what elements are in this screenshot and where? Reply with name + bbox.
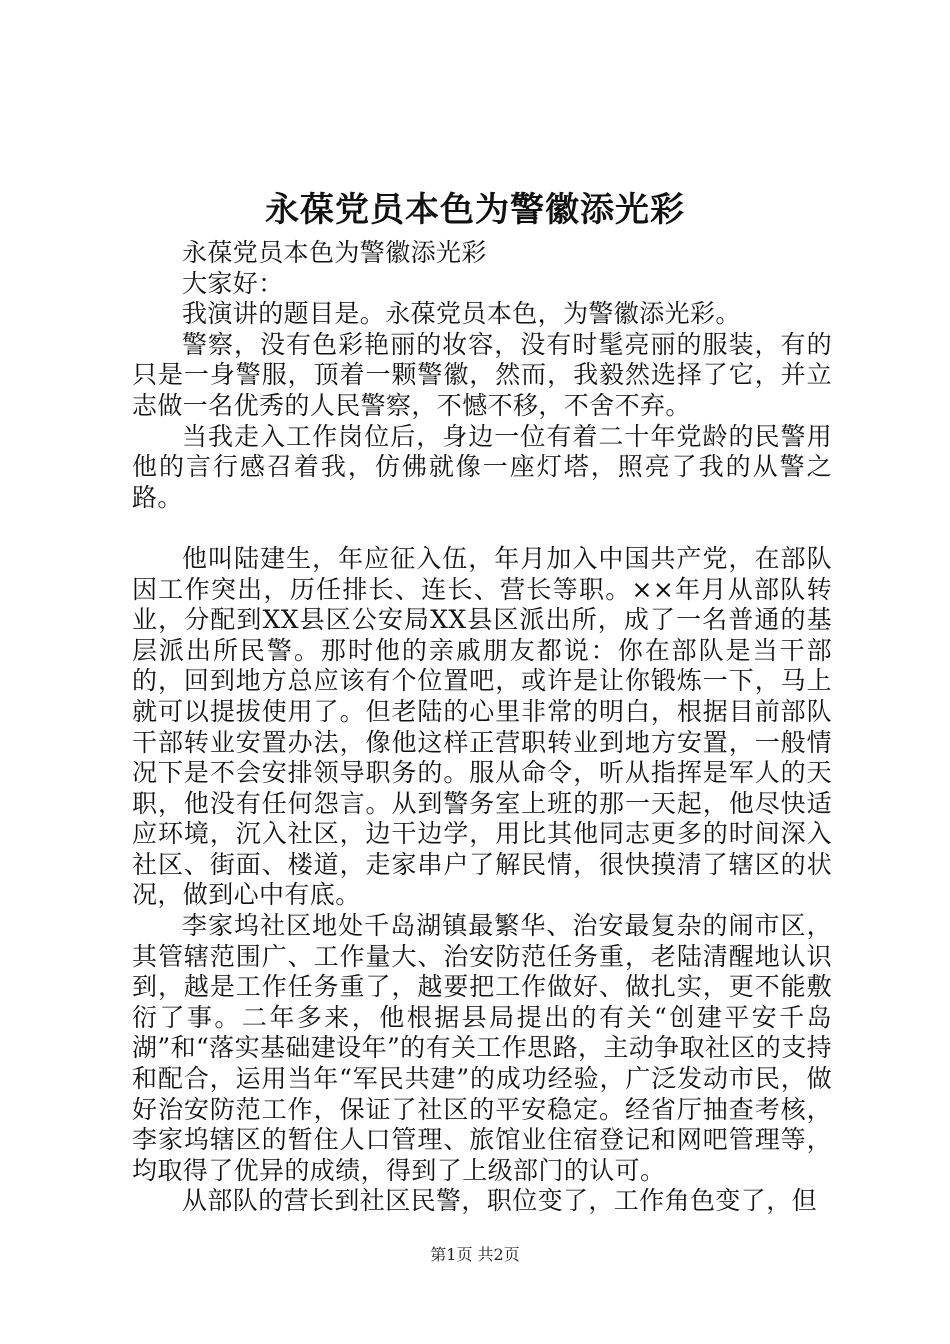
paragraph: 警察，没有色彩艳丽的妆容，没有时髦亮丽的服装，有的只是一身警服，顶着一颗警徽，然而，我毅然选择了它，并立志做一名优秀的人民警察，不憾不移，不舍不弃。 — [132, 329, 832, 420]
paragraph: 他叫陆建生，年应征入伍，年月加入中国共产党，在部队因工作突出，历任排长、连长、营长等职。××年月从部队转业，分配到XX县区公安局XX县区派出所，成了一名普通的基层派出所民警。那时他的亲戚朋友都说：你在部队是当干部的，回到地方总应该有个位置吧，或许是让你锻炼一下，马上就可以提拔使用了。但老陆的心里非常的明白，根据目前部队干部转业安置办法，像他这样正营职转业到地方安置，一般情况下是不会安排领导职务的。服从命令，听从指挥是军人的天职，他没有任何怨言。从到警务室上班的那一天起，他尽快适应环境，沉入社区，边干边学，用比其他同志更多的时间深入社区、街面、楼道，走家串户了解民情，很快摸清了辖区的状况，做到心中有底。 — [132, 543, 832, 910]
document-title: 永葆党员本色为警徽添光彩 — [265, 190, 685, 230]
paragraph: 永葆党员本色为警徽添光彩 — [182, 238, 487, 267]
page-footer: 第1页 共2页 — [430, 1245, 520, 1264]
paragraph: 大家好： — [182, 268, 284, 298]
paragraph: 我演讲的题目是。永葆党员本色，为警徽添光彩。 — [182, 299, 741, 329]
document-body — [132, 238, 832, 1217]
paragraph: 当我走入工作岗位后，身边一位有着二十年党龄的民警用他的言行感召着我，仿佛就像一座灯塔，照亮了我的从警之路。 — [132, 421, 832, 512]
paragraph: 李家坞社区地处千岛湖镇最繁华、治安最复杂的闹市区，其管辖范围广、工作量大、治安防范任务重，老陆清醒地认识到，越是工作任务重了，越要把工作做好、做扎实，更不能敷衍了事。二年多来，他根据县局提出的有关“创建平安千岛湖”和“落实基础建设年”的有关工作思路，主动争取社区的支持和配合，运用当年“军民共建”的成功经验，广泛发动市民，做好治安防范工作，保证了社区的平安稳定。经省厅抽查考核，李家坞辖区的暂住人口管理、旅馆业住宿登记和网吧管理等，均取得了优异的成绩，得到了上级部门的认可。 — [132, 911, 832, 1185]
paragraph: 从部队的营长到社区民警，职位变了，工作角色变了，但 — [182, 1186, 818, 1216]
